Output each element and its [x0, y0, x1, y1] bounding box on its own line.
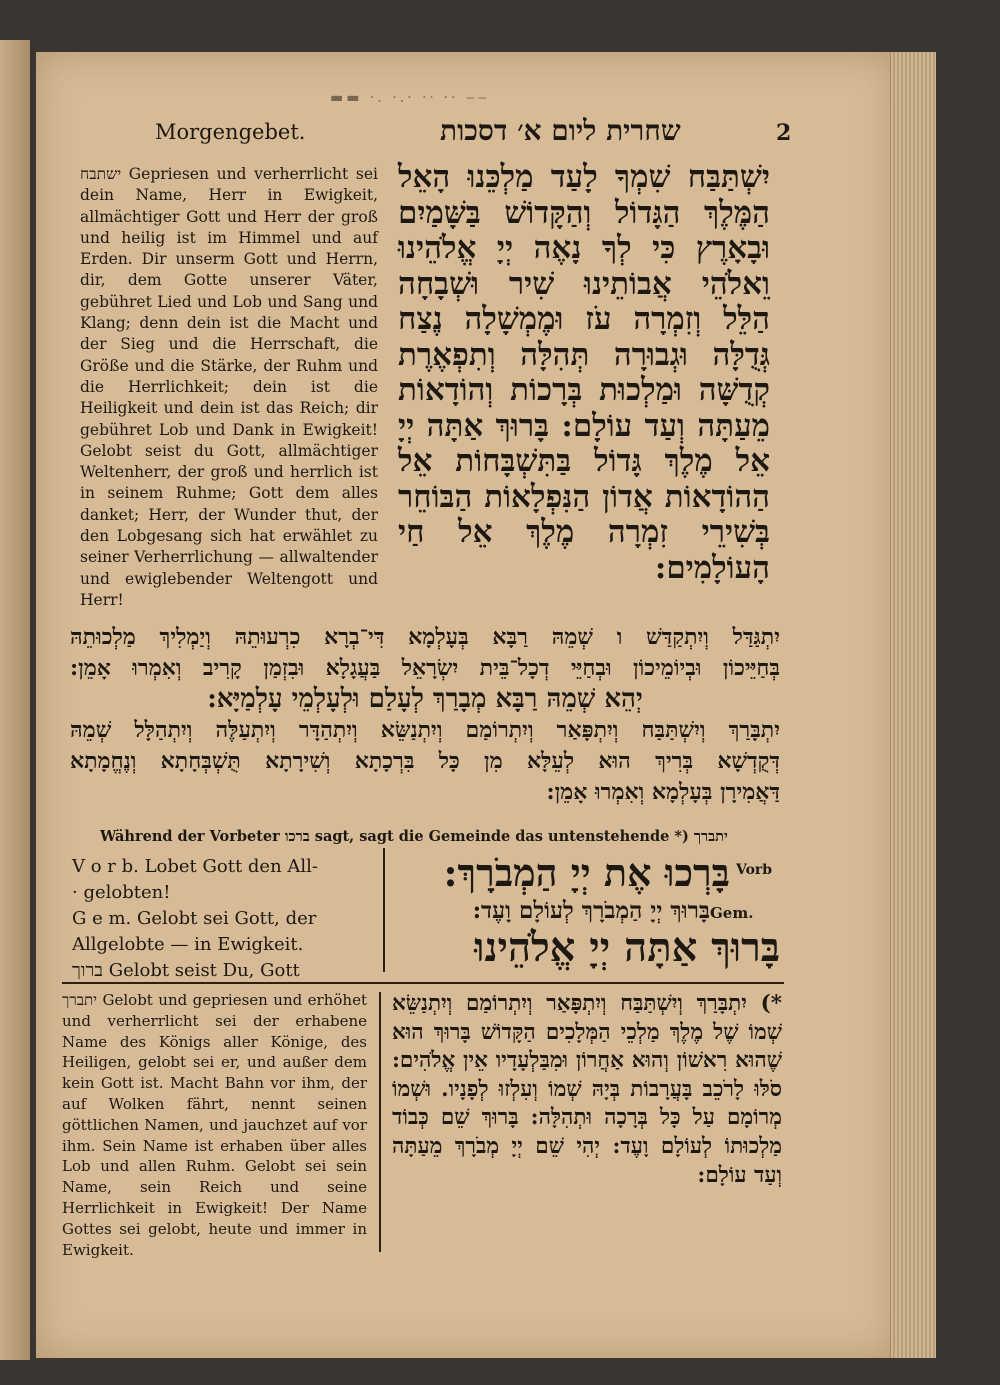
footnote-hebrew: *) יִתְבָּרַךְ וְיִשְׁתַּבַּח וְיִתְפָּאַר וְיִתְרוֹמַם וְיִתְנַשֵּׂא שְׁמוֹ שֶׁל מֶלֶךְ מַלְכֵי הַמְּלָכִים הַקָּדוֹשׁ בָּרוּךְ הוּא שֶׁהוּא רִאשׁוֹן וְהוּא אַחֲרוֹן וּמִבַּלְעָדָיו אֵין אֱלֹהִים: סֹלּוּ לָרֹכֵב בָּעֲרָבוֹת בְּיָהּ שְׁמוֹ וְעִלְזוּ לְפָנָיו. וּשְׁמוֹ מְרוֹמָם עַל כָּל בְּרָכָה וּתְהִלָּה: בָּרוּךְ שֵׁם כְּבוֹד מַלְכוּתוֹ לְעוֹלָם וָעֶד: יְהִי שֵׁם יְיָ מְבֹרָךְ מֵעַתָּה וְעַד עוֹלָם: — [392, 991, 782, 1188]
instruction-marker: *) יתברך — [674, 828, 728, 845]
german-line: · gelobten! — [72, 882, 171, 903]
header-hebrew-title: שחרית ליום א׳ דסכות — [440, 114, 681, 147]
instruction-text: Während der Vorbeter ברכו sagt, sagt die Gemeinde das untenstehende — [100, 828, 670, 845]
footnote-rule — [62, 982, 784, 984]
kaddish-block — [70, 622, 780, 808]
german-line: ברוך Gelobt seist Du, Gott — [72, 960, 300, 981]
barchu-hebrew-response: בָּרוּךְ יְיָ הַמְבֹרָךְ לְעוֹלָם וָעֶד: — [472, 897, 710, 924]
barchu-instruction — [100, 828, 780, 846]
ink-smudge: ▬▬ ·. ·.· ·ᐧ ·· ‒‒ — [330, 90, 490, 106]
barchu-german — [72, 854, 372, 984]
book-spine — [0, 40, 30, 1360]
kaddish-line: יִתְגַּדַּל וְיִתְקַדַּשׁ ו שְׁמֵהּ רַבָּא בְּעָלְמָא דִּי־בְרָא כִרְעוּתֵהּ וְיַמְלִיךְ מַלְכוּתֵהּ — [70, 624, 780, 650]
kaddish-line: דְּקֻדְשָׁא בְּרִיךְ הוּא לְעֵלָּא מִן כָּל בִּרְכָתָא וְשִׁירָתָא תֻּשְׁבְּחָתָא וְנֶחֱמָתָא — [70, 748, 780, 774]
footnote-divider — [379, 992, 381, 1252]
footnote-german: יתברך Gelobt und gepriesen und erhöhet und verherrlicht sei der erhabene Name des Königs aller Könige, des Heiligen, gelobt sei er, und außer dem kein Gott ist. Macht Bahn vor ihm, der auf Wolken fährt, nennt seinen göttlichen Namen, und jauchzet auf vor ihm. Sein Name ist erhaben über alles Lob und allen Ruhm. Gelobt sei sein Name, sein Reich und seine Herrlichkeit in Ewigkeit! Der Name Gottes sei gelobt, heute und immer in Ewigkeit. — [62, 991, 367, 1259]
page-edges — [890, 52, 936, 1358]
kaddish-line: בְּחַיֵּיכוֹן וּבְיוֹמֵיכוֹן וּבְחַיֵּי דְכָל־בֵּית יִשְׂרָאֵל בַּעֲגָלָא וּבִזְמַן קָרִיב וְאִמְרוּ אָמֵן: — [70, 655, 780, 681]
barchu-hebrew-call: בָּרְכוּ אֶת יְיָ הַמְבֹרָךְ: — [443, 850, 730, 895]
vorbeter-label: Vorb — [736, 862, 773, 878]
barchu-hebrew-blessing: בָּרוּךְ אַתָּה יְיָ אֱלֹהֵינוּ — [474, 924, 780, 971]
header-german-title: Morgengebet. — [155, 120, 306, 144]
kaddish-line: דַּאֲמִירָן בְּעָלְמָא וְאִמְרוּ אָמֵן: — [546, 779, 780, 805]
kaddish-line: יִתְבָּרַךְ וְיִשְׁתַּבַּח וְיִתְפָּאַר וְיִתְרוֹמַם וְיִתְנַשֵּׂא וְיִתְהַדָּר וְיִתְעַלֶּה וְיִתְהַלָּל שְׁמֵהּ — [70, 717, 780, 743]
german-line: G e m. Gelobt sei Gott, der — [72, 908, 317, 929]
german-translation-column: ישתבח Gepriesen und verherrlicht sei dein Name, Herr in Ewigkeit, allmächtiger Gott und Herr der groß und heilig ist im Himmel und auf Erden. Dir unserm Gott und Herrn, dir, dem Gotte unserer Väter, gebühret Lied und Lob und Sang und Klang; denn dein ist die Macht und der Sieg und die Herrschaft, die Größe und die Stärke, der Ruhm und die Herrlichkeit; dein ist die Heiligkeit und dein ist das Reich; dir gebühret Lob und Dank in Ewigkeit! Gelobt seist du Gott, allmächtiger Weltenherr, der groß und herrlich ist in seinem Ruhme; Gott dem alles danket; Herr, der Wunder thut, der den Lobgesang sich hat erwählet zu seiner Verherrlichung — allwaltender und ewiglebender Weltengott und Herr! — [80, 165, 378, 609]
hebrew-prayer-column: יִשְׁתַּבַּח שִׁמְךָ לָעַד מַלְכֵּנוּ הָאֵל הַמֶּלֶךְ הַגָּדוֹל וְהַקָּדוֹשׁ בַּשָּׁמַיִם וּבָאָרֶץ כִּי לְךָ נָאֶה יְיָ אֱלֹהֵינוּ וֵאלֹהֵי אֲבוֹתֵינוּ שִׁיר וּשְׁבָחָה הַלֵּל וְזִמְרָה עֹז וּמֶמְשָׁלָה נֶצַח גְּדֻלָּה וּגְבוּרָה תְּהִלָּה וְתִפְאֶרֶת קְדֻשָּׁה וּמַלְכוּת בְּרָכוֹת וְהוֹדָאוֹת מֵעַתָּה וְעַד עוֹלָם: בָּרוּךְ אַתָּה יְיָ אֵל מֶלֶךְ גָּדוֹל בַּתִּשְׁבָּחוֹת אֵל הַהוֹדָאוֹת אֲדוֹן הַנִּפְלָאוֹת הַבּוֹחֵר בְּשִׁירֵי זִמְרָה מֶלֶךְ אֵל חַי הָעוֹלָמִים: — [398, 159, 770, 586]
german-line: V o r b. Lobet Gott den All- — [72, 856, 318, 877]
german-line: Allgelobte — in Ewigkeit. — [72, 934, 304, 955]
kaddish-line: יְהֵא שְׁמֵהּ רַבָּא מְבָרַךְ לְעָלַם וּלְעָלְמֵי עָלְמַיָּא: — [207, 684, 643, 714]
gemeinde-label: Gem. — [710, 904, 754, 922]
page-number: 2 — [776, 120, 792, 146]
